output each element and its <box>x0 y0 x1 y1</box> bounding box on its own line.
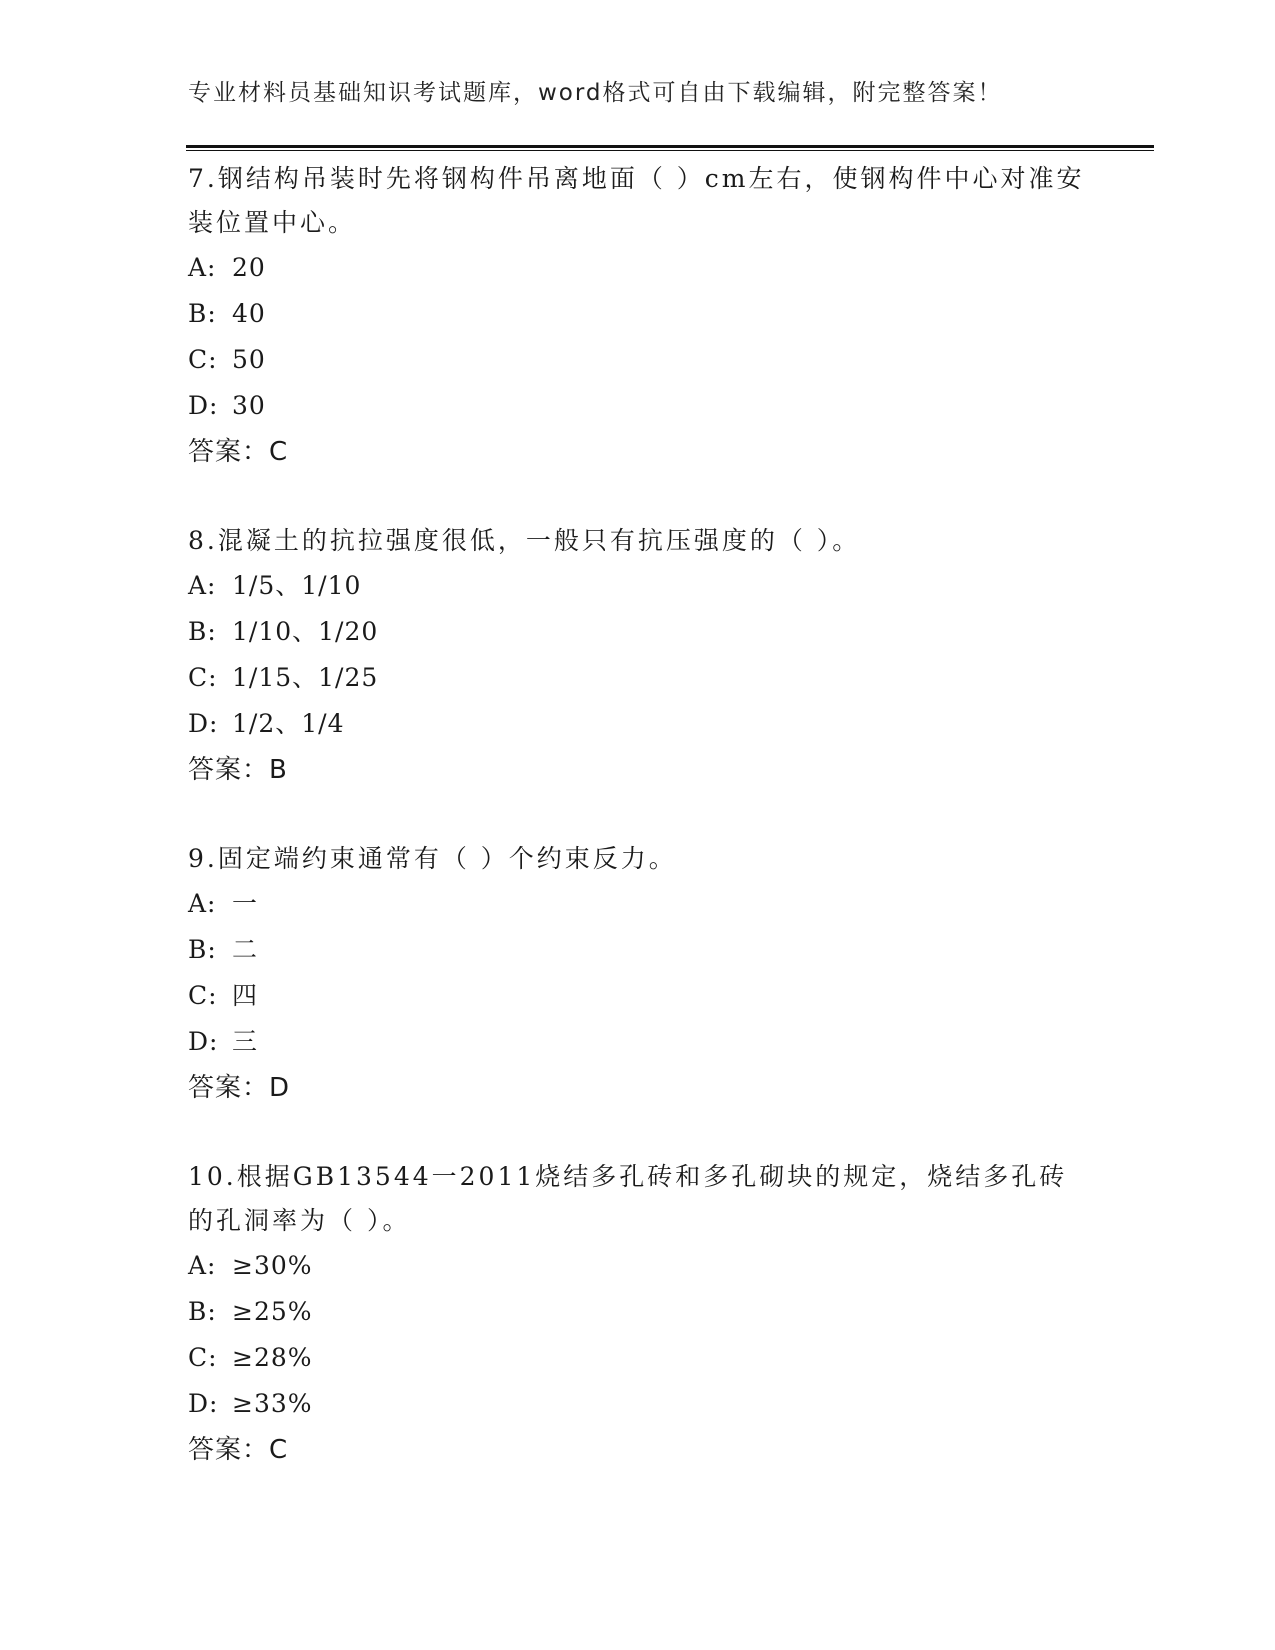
option-text: 三 <box>232 1027 259 1056</box>
option-a <box>188 1243 1088 1289</box>
question-stem: 9.固定端约束通常有（ ）个约束反力。 <box>188 844 677 873</box>
option-a <box>188 563 1088 609</box>
option-letter: D: <box>188 709 219 738</box>
option-text: ≥30% <box>232 1251 313 1280</box>
option-letter: B: <box>188 299 217 328</box>
option-letter: B: <box>188 1297 217 1326</box>
answer-line: 答案：C <box>188 1435 289 1465</box>
option-text: 30 <box>232 391 266 420</box>
option-letter: A: <box>188 571 217 600</box>
option-text: ≥28% <box>232 1343 313 1372</box>
option-b <box>188 1289 1088 1335</box>
option-letter: C: <box>188 663 218 692</box>
option-letter: A: <box>188 1251 217 1280</box>
option-d <box>188 701 1088 747</box>
option-d <box>188 1019 1088 1065</box>
option-c <box>188 655 1088 701</box>
question-stem: 7.钢结构吊装时先将钢构件吊离地面（ ）cm左右，使钢构件中心对准安装位置中心。 <box>188 164 1085 237</box>
option-c <box>188 337 1088 383</box>
option-text: 1/2、1/4 <box>232 709 345 738</box>
option-b <box>188 609 1088 655</box>
question-list <box>188 157 1088 1517</box>
option-text: 1/10、1/20 <box>232 617 379 646</box>
option-letter: D: <box>188 1389 219 1418</box>
page-header: 专业材料员基础知识考试题库，word格式可自由下载编辑，附完整答案！ <box>188 80 1003 106</box>
option-text: ≥25% <box>232 1297 313 1326</box>
option-letter: C: <box>188 1343 218 1372</box>
option-text: 20 <box>232 253 266 282</box>
option-letter: C: <box>188 981 218 1010</box>
option-letter: D: <box>188 391 219 420</box>
option-letter: A: <box>188 253 217 282</box>
option-text: 二 <box>232 935 259 964</box>
option-letter: C: <box>188 345 218 374</box>
answer-line: 答案：B <box>188 755 288 785</box>
question-7 <box>188 157 1088 475</box>
option-letter: B: <box>188 935 217 964</box>
option-b <box>188 291 1088 337</box>
answer-line: 答案：C <box>188 437 289 467</box>
option-b <box>188 927 1088 973</box>
question-stem: 10.根据GB13544一2011烧结多孔砖和多孔砌块的规定，烧结多孔砖的孔洞率为（ ）。 <box>188 1162 1068 1235</box>
question-8 <box>188 519 1088 793</box>
option-c <box>188 973 1088 1019</box>
option-d <box>188 383 1088 429</box>
option-a <box>188 881 1088 927</box>
option-text: 1/15、1/25 <box>232 663 379 692</box>
option-text: 四 <box>232 981 259 1010</box>
option-text: ≥33% <box>232 1389 313 1418</box>
option-d <box>188 1381 1088 1427</box>
option-letter: D: <box>188 1027 219 1056</box>
option-text: 40 <box>232 299 266 328</box>
question-10 <box>188 1155 1088 1473</box>
option-letter: A: <box>188 889 217 918</box>
option-text: 50 <box>232 345 266 374</box>
question-9 <box>188 837 1088 1111</box>
question-stem: 8.混凝土的抗拉强度很低，一般只有抗压强度的（ ）。 <box>188 526 861 555</box>
option-letter: B: <box>188 617 217 646</box>
option-c <box>188 1335 1088 1381</box>
option-a <box>188 245 1088 291</box>
option-text: 1/5、1/10 <box>232 571 362 600</box>
header-rule-thin <box>186 150 1154 151</box>
answer-line: 答案：D <box>188 1073 291 1103</box>
header-rule-thick <box>186 145 1154 148</box>
option-text: 一 <box>232 889 259 918</box>
